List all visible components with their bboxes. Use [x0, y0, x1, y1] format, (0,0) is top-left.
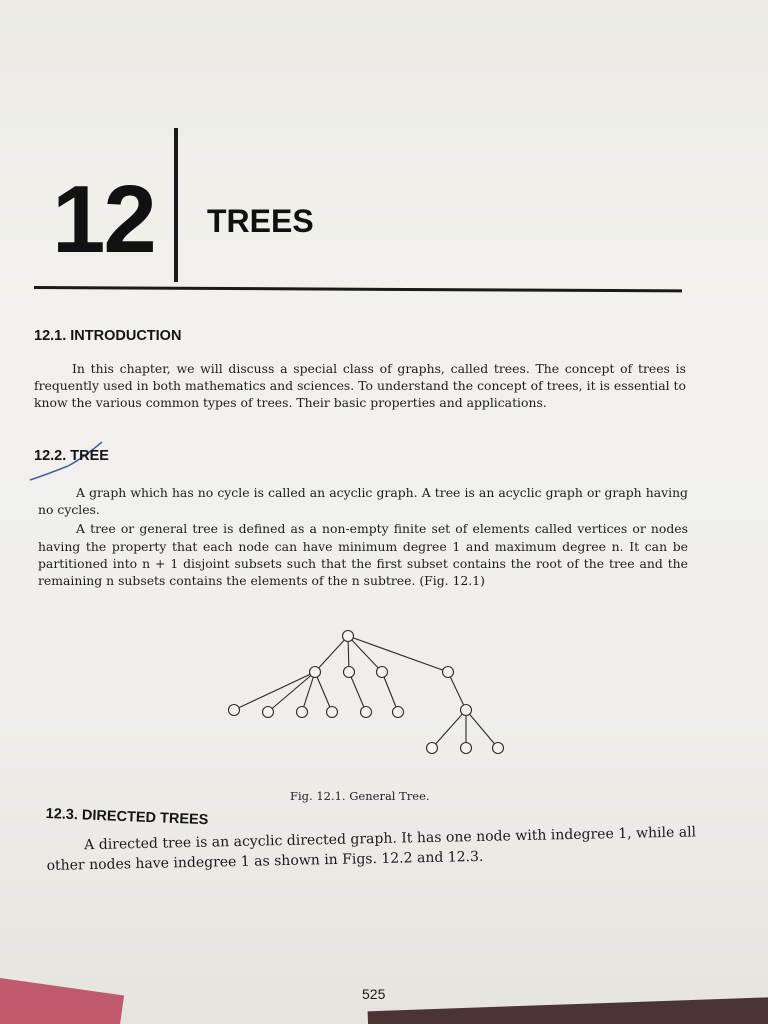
tree-node	[443, 667, 454, 678]
general-tree-figure	[220, 624, 520, 760]
tree-node	[327, 707, 338, 718]
tree-node	[310, 667, 321, 678]
chapter-divider-horizontal	[34, 286, 682, 292]
tree-node	[461, 743, 472, 754]
chapter-title: TREES	[207, 203, 314, 239]
paragraph: A graph which has no cycle is called an acyclic graph. A tree is an acyclic graph or graph having no cycles.	[38, 485, 688, 518]
tree-node	[263, 707, 274, 718]
page-number: 525	[362, 986, 386, 1002]
tree-node	[343, 631, 354, 642]
tree-node	[229, 705, 240, 716]
tree-node	[493, 743, 504, 754]
tree-node	[461, 705, 472, 716]
paragraph: A tree or general tree is defined as a non-empty finite set of elements called vertices or nodes having the property that each node can have minimum degree 1 and maximum degree n. It can be partitioned into n + 1 disjoint subsets such that the first subset contains the root of the tree and the remaining n subsets contains the elements of the n subtree. (Fig. 12.1)	[38, 521, 688, 589]
paragraph: A directed tree is an acyclic directed graph. It has one node with indegree 1, while all other nodes have indegree 1 as shown in Figs. 12.2 and 12.3.	[46, 824, 697, 874]
tree-node	[361, 707, 372, 718]
section-introduction-body	[34, 360, 686, 412]
paragraph: In this chapter, we will discuss a special class of graphs, called trees. The concept of trees is frequently used in both mathematics and sciences. To understand the concept of trees, it is essential to know the various common types of trees. Their basic properties and applications.	[34, 361, 686, 411]
chapter-divider-vertical	[174, 128, 178, 282]
chapter-number: 12	[52, 166, 155, 273]
section-directed-trees-body	[46, 822, 697, 876]
tree-node	[344, 667, 355, 678]
tree-node	[427, 743, 438, 754]
section-heading-introduction: 12.1. INTRODUCTION	[34, 328, 182, 344]
figure-caption: Fig. 12.1. General Tree.	[290, 789, 430, 803]
background-shadow	[368, 997, 768, 1024]
tree-node	[393, 707, 404, 718]
tree-node	[297, 707, 308, 718]
tree-node	[377, 667, 388, 678]
section-tree-body	[38, 484, 688, 589]
section-heading-directed-trees: 12.3. DIRECTED TREES	[45, 806, 209, 829]
section-heading-tree: 12.2. TREE	[34, 448, 109, 464]
background-fabric	[0, 973, 124, 1024]
